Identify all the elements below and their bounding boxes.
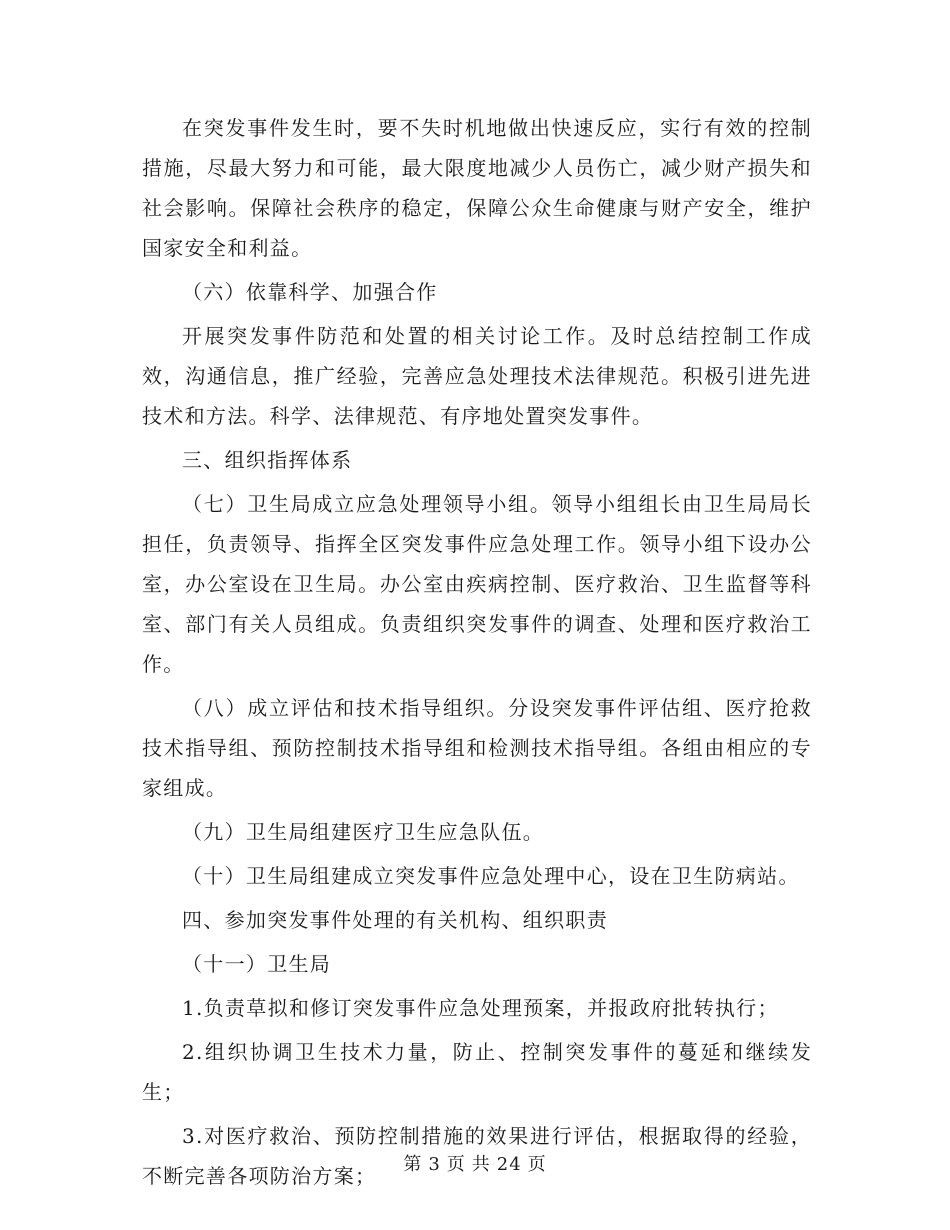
list-item: 1.负责草拟和修订突发事件应急处理预案，并报政府批转执行； (182, 996, 779, 1020)
footer-total-pages: 24 (496, 1154, 522, 1175)
footer-total-word: 共 (471, 1154, 491, 1175)
footer-page-word: 页 (446, 1154, 466, 1175)
paragraph: （八）成立评估和技术指导组织。分设突发事件评估组、医疗抢救技术指导组、预防控制技术指导组和检测技术指导组。各组由相应的专家组成。 (142, 696, 812, 800)
section-heading: 四、参加突发事件处理的有关机构、组织职责 (182, 908, 608, 932)
list-item: 2.组织协调卫生技术力量，防止、控制突发事件的蔓延和继续发生； (142, 1040, 812, 1104)
paragraph: 在突发事件发生时，要不失时机地做出快速反应，实行有效的控制措施，尽最大努力和可能，最大限度地减少人员伤亡，减少财产损失和社会影响。保障社会秩序的稳定，保障公众生命健康与财产安全，维护国家安全和利益。 (142, 116, 812, 260)
page-footer (0, 1153, 950, 1177)
section-heading: （六）依靠科学、加强合作 (182, 280, 438, 304)
section-heading: （十）卫生局组建成立突发事件应急处理中心，设在卫生防病站。 (182, 864, 800, 888)
paragraph: （七）卫生局成立应急处理领导小组。领导小组组长由卫生局局长担任，负责领导、指挥全区突发事件应急处理工作。领导小组下设办公室，办公室设在卫生局。办公室由疾病控制、医疗救治、卫生监督等科室、部门有关人员组成。负责组织突发事件的调查、处理和医疗救治工作。 (142, 492, 812, 676)
section-heading: 三、组织指挥体系 (182, 448, 353, 472)
list-item: 3.对医疗救治、预防控制措施的效果进行评估，根据取得的经验，不断完善各项防治方案； (142, 1124, 812, 1188)
footer-prefix: 第 (403, 1154, 423, 1175)
paragraph: 开展突发事件防范和处置的相关讨论工作。及时总结控制工作成效，沟通信息，推广经验，完善应急处理技术法律规范。积极引进先进技术和方法。科学、法律规范、有序地处置突发事件。 (142, 324, 812, 428)
section-heading: （十一）卫生局 (182, 952, 332, 976)
document-body (142, 108, 812, 1200)
footer-current-page: 3 (428, 1154, 441, 1175)
section-heading: （九）卫生局组建医疗卫生应急队伍。 (182, 820, 545, 844)
footer-suffix: 页 (527, 1154, 547, 1175)
